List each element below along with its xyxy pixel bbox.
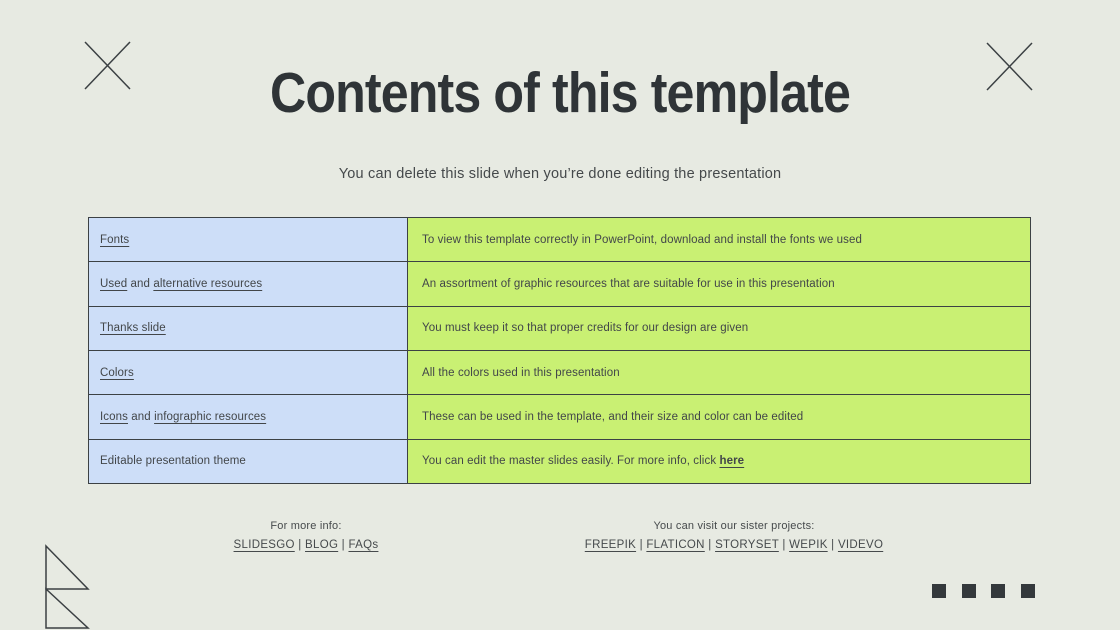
footer-link-freepik[interactable]: FREEPIK bbox=[584, 539, 637, 551]
description-text: To view this template correctly in PowerPoint, download and install the fonts we used bbox=[422, 233, 862, 246]
topic-link[interactable]: Used bbox=[100, 277, 128, 290]
slide-subtitle: You can delete this slide when you’re done editing the presentation bbox=[338, 166, 782, 182]
topic-link[interactable]: Fonts bbox=[100, 233, 130, 246]
topic-cell bbox=[89, 262, 408, 305]
link-separator: | bbox=[704, 539, 716, 551]
topic-link[interactable]: infographic resources bbox=[154, 410, 267, 423]
topic-cell bbox=[89, 307, 408, 350]
link-separator: | bbox=[636, 539, 647, 551]
topic-link[interactable]: alternative resources bbox=[153, 277, 263, 290]
footer-link-flaticon[interactable]: FLATICON bbox=[646, 539, 705, 551]
topic-cell bbox=[89, 395, 408, 438]
triangles-decoration bbox=[40, 540, 96, 630]
description-cell bbox=[408, 307, 1030, 350]
footer-sister-label: You can visit our sister projects: bbox=[653, 520, 815, 532]
footer-sister-projects bbox=[559, 520, 909, 551]
table-row bbox=[89, 440, 1030, 483]
description-link[interactable]: here bbox=[719, 455, 745, 468]
description-cell bbox=[408, 262, 1030, 305]
topic-link[interactable]: Icons bbox=[100, 410, 128, 423]
square-decoration bbox=[932, 584, 946, 598]
table-row bbox=[89, 351, 1030, 395]
footer-info-links bbox=[146, 539, 466, 551]
squares-decoration bbox=[932, 584, 1035, 598]
link-separator: | bbox=[294, 539, 306, 551]
table-row bbox=[89, 218, 1030, 262]
description-text: An assortment of graphic resources that are suitable for use in this presentation bbox=[422, 277, 835, 290]
footer-link-slidesgo[interactable]: SLIDESGO bbox=[233, 539, 295, 551]
footer-link-blog[interactable]: BLOG bbox=[305, 539, 339, 551]
description-cell bbox=[408, 218, 1030, 261]
square-decoration bbox=[962, 584, 976, 598]
contents-table bbox=[88, 217, 1031, 484]
footer-sister-links bbox=[559, 539, 909, 551]
footer-link-videvo[interactable]: VIDEVO bbox=[837, 539, 884, 551]
footer-link-storyset[interactable]: STORYSET bbox=[715, 539, 779, 551]
description-cell bbox=[408, 395, 1030, 438]
description-cell bbox=[408, 440, 1030, 483]
topic-link[interactable]: Thanks slide bbox=[100, 322, 166, 335]
link-separator: | bbox=[827, 539, 838, 551]
square-decoration bbox=[1021, 584, 1035, 598]
topic-link[interactable]: Colors bbox=[100, 366, 134, 379]
topic-cell bbox=[89, 440, 408, 483]
footer-info-label: For more info: bbox=[270, 520, 342, 532]
description-text: You can edit the master slides easily. For more info, click bbox=[422, 455, 720, 468]
topic-cell bbox=[89, 218, 408, 261]
page-title: Contents of this template bbox=[270, 61, 850, 125]
topic-text: Editable presentation theme bbox=[100, 455, 246, 468]
description-text: You must keep it so that proper credits for our design are given bbox=[422, 322, 749, 335]
description-text: All the colors used in this presentation bbox=[422, 366, 620, 379]
link-separator: | bbox=[778, 539, 790, 551]
footer-info bbox=[146, 520, 466, 551]
description-text: These can be used in the template, and their size and color can be edited bbox=[422, 410, 804, 423]
footer-link-faqs[interactable]: FAQs bbox=[348, 539, 379, 551]
link-separator: | bbox=[338, 539, 349, 551]
topic-text: and bbox=[127, 277, 154, 290]
square-decoration bbox=[991, 584, 1005, 598]
table-row bbox=[89, 395, 1030, 439]
table-row bbox=[89, 262, 1030, 306]
topic-cell bbox=[89, 351, 408, 394]
topic-text: and bbox=[128, 410, 155, 423]
description-cell bbox=[408, 351, 1030, 394]
footer-link-wepik[interactable]: WEPIK bbox=[789, 539, 828, 551]
table-row bbox=[89, 307, 1030, 351]
